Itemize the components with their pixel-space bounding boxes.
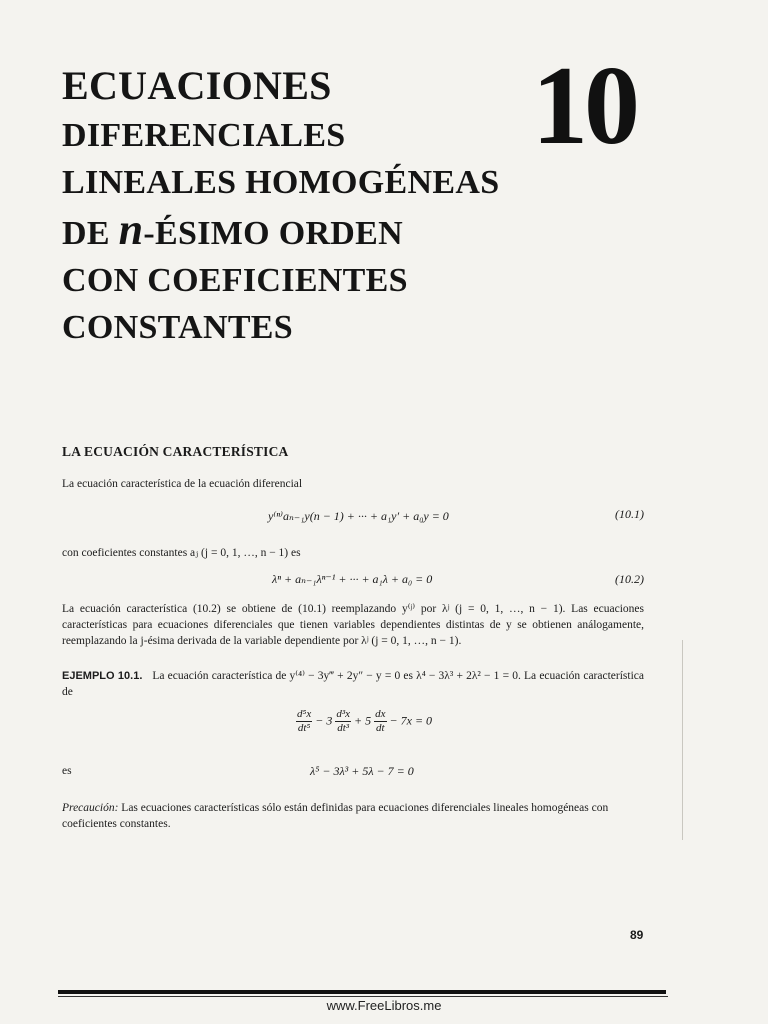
title-line-2: DIFERENCIALES [62, 117, 346, 154]
caution-text: Las ecuaciones características sólo están definidas para ecuaciones diferenciales lineales homogéneas con coeficientes constantes. [62, 802, 609, 830]
footer-link[interactable]: www.FreeLibros.me [326, 998, 442, 1013]
scan-margin-line [682, 640, 683, 840]
example-equation: $\frac{\text{d⁵x}}{\text{dt⁵}}$ − 3 $\frac{\text{d³x}}{\text{dt³}}$ + 5 $\frac{dx}{dt}$ − 7x = 0 [297, 708, 433, 734]
es-label: es [62, 765, 72, 777]
title-line-4: DE n-ÉSIMO ORDEN [62, 205, 403, 254]
equation-number-10-2: (10.2) [615, 572, 644, 586]
example-result: λ⁵ − 3λ³ + 5λ − 7 = 0 [310, 764, 414, 778]
example-label: EJEMPLO 10.1. [62, 670, 143, 682]
footer-rule [58, 990, 666, 994]
fraction-dx: $\frac{dx}{dt}$ [375, 708, 386, 734]
section-heading: LA ECUACIÓN CARACTERÍSTICA [62, 444, 289, 459]
explanation-paragraph: La ecuación característica (10.2) se obtiene de (10.1) reemplazando y⁽ʲ⁾ por λʲ (j = 0, 1, …, n − 1). Las ecuaciones características para ecuaciones diferenciales que tienen variables dependientes distintas de y se obtienen análogamente, reemplazando la j-ésima derivada de la variable dependiente por λʲ (j = 0, 1, …, n − 1). [62, 603, 644, 647]
title-line-5: CON COEFICIENTES [62, 262, 408, 299]
title-line-3: LINEALES HOMOGÉNEAS [62, 164, 500, 201]
coefficients-text: con coeficientes constantes aⱼ (j = 0, 1, …, n − 1) es [62, 547, 301, 559]
chapter-title [62, 62, 522, 351]
title-line-6: CONSTANTES [62, 309, 293, 346]
intro-text: La ecuación característica de la ecuación diferencial [62, 478, 303, 490]
chapter-number: 10 [532, 44, 636, 168]
caution-label: Precaución: [62, 802, 119, 814]
equation-10-1: y⁽ⁿ⁾aₙ₋₁y(n − 1) + ··· + a₁y′ + a₀y = 0 [268, 509, 449, 523]
caution-paragraph [62, 800, 644, 832]
example-paragraph [62, 668, 644, 700]
equation-number-10-1: (10.1) [615, 507, 644, 521]
equation-10-2: λⁿ + aₙ₋₁λⁿ⁻¹ + ··· + a₁λ + a₀ = 0 [272, 572, 433, 586]
footer-rule-thin [58, 996, 668, 997]
fraction-d5x: $\frac{\text{d⁵x}}{\text{dt⁵}}$ [297, 708, 312, 734]
page-number: 89 [630, 928, 644, 942]
example-text: La ecuación característica de y⁽⁴⁾ − 3y‴ + 2y″ − y = 0 es λ⁴ − 3λ³ + 2λ² − 1 = 0. La ecuación característica de [62, 670, 644, 698]
title-line-1: ECUACIONES [62, 63, 332, 108]
fraction-d3x: $\frac{\text{d³x}}{\text{dt³}}$ [336, 708, 351, 734]
